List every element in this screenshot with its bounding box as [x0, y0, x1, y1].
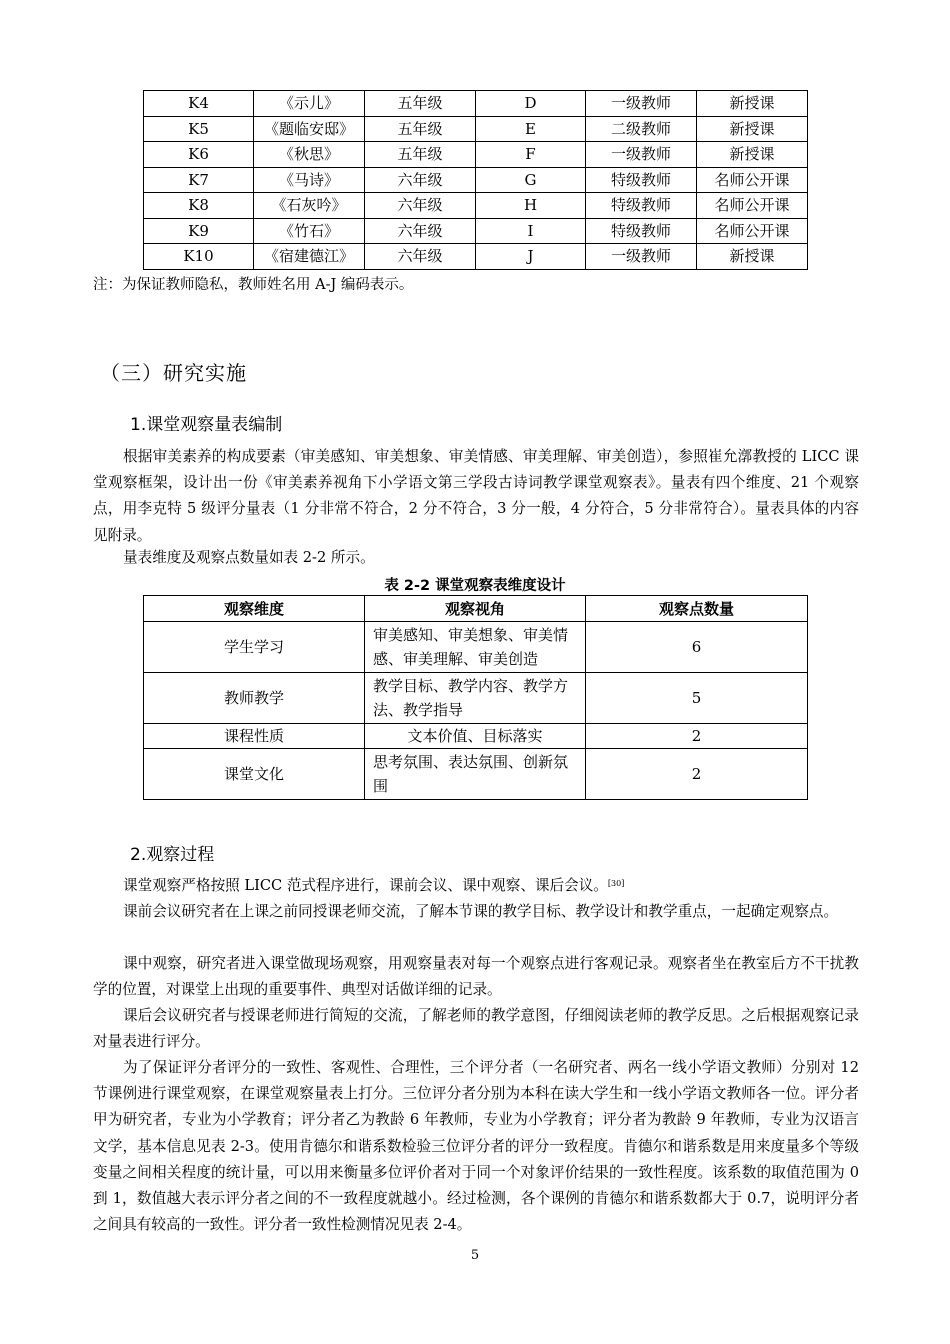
- table-cell: 六年级: [365, 218, 476, 244]
- table-row: [144, 142, 808, 168]
- table-cell: 文本价值、目标落实: [365, 724, 586, 749]
- table-cell: 特级教师: [586, 193, 697, 219]
- table-cell: 二级教师: [586, 116, 697, 142]
- table-cell: 六年级: [365, 244, 476, 270]
- table-note: 注：为保证教师隐私，教师姓名用 A-J 编码表示。: [93, 277, 414, 293]
- table-cell: 思考氛围、表达氛围、创新氛围: [365, 749, 586, 800]
- table-cell: K7: [144, 167, 254, 193]
- header-dimension: 观察维度: [144, 596, 365, 622]
- table-row: [144, 116, 808, 142]
- paragraph-observation-process: [93, 873, 859, 899]
- table-cell: 课程性质: [144, 724, 365, 749]
- table-cell: 名师公开课: [697, 167, 808, 193]
- subsection-heading-2: 2.观察过程: [130, 845, 215, 865]
- table-cell: 教学目标、教学内容、教学方法、教学指导: [365, 673, 586, 724]
- table-cell: K10: [144, 244, 254, 270]
- table-cell: K4: [144, 91, 254, 117]
- table-cell: 《示儿》: [254, 91, 365, 117]
- table-row: [144, 91, 808, 117]
- table-cell: K8: [144, 193, 254, 219]
- page-number: 5: [470, 1248, 480, 1263]
- paragraph-post-meeting: 课后会议研究者与授课老师进行简短的交流，了解老师的教学意图，仔细阅读老师的教学反思。之后根据观察记录对量表进行评分。: [93, 1007, 859, 1051]
- paragraph-scale-design: 根据审美素养的构成要素（审美感知、审美想象、审美情感、审美理解、审美创造），参照崔允漷教授的 LICC 课堂观察框架，设计出一份《审美素养视角下小学语文第三学段古诗词教学课堂观察表》。量表有四个维度、21 个观察点，用李克特 5 级评分量表（1 分非常不符合，2 分不符合，3 分一般，4 分符合，5 分非常符合）。量表具体的内容见附录。: [93, 448, 859, 544]
- table-cell: 特级教师: [586, 218, 697, 244]
- table-cell: F: [476, 142, 586, 168]
- teacher-lesson-table: [143, 90, 808, 270]
- table-cell: 名师公开课: [697, 193, 808, 219]
- table-cell: 新授课: [697, 142, 808, 168]
- table-cell: K5: [144, 116, 254, 142]
- table-cell: 新授课: [697, 91, 808, 117]
- table-cell: 《宿建德江》: [254, 244, 365, 270]
- table-cell: 新授课: [697, 116, 808, 142]
- table-cell: 一级教师: [586, 91, 697, 117]
- table-cell: 2: [586, 749, 808, 800]
- table-cell: E: [476, 116, 586, 142]
- table-cell: 5: [586, 673, 808, 724]
- table-cell: K9: [144, 218, 254, 244]
- table-cell: 教师教学: [144, 673, 365, 724]
- table-cell: H: [476, 193, 586, 219]
- paragraph-in-class: 课中观察，研究者进入课堂做现场观察，用观察量表对每一个观察点进行客观记录。观察者坐在教室后方不干扰教学的位置，对课堂上出现的重要事件、典型对话做详细的记录。: [93, 955, 859, 999]
- table-cell: 学生学习: [144, 622, 365, 673]
- table-cell: 审美感知、审美想象、审美情感、审美理解、审美创造: [365, 622, 586, 673]
- table-cell: 一级教师: [586, 244, 697, 270]
- table-cell: 《马诗》: [254, 167, 365, 193]
- citation-ref: [30]: [607, 879, 625, 888]
- table-cell: 名师公开课: [697, 218, 808, 244]
- table-cell: 2: [586, 724, 808, 749]
- table-cell: 特级教师: [586, 167, 697, 193]
- table-cell: 六年级: [365, 167, 476, 193]
- table-cell: G: [476, 167, 586, 193]
- table-caption: 表 2-2 课堂观察表维度设计: [384, 578, 566, 594]
- table-cell: 《题临安邸》: [254, 116, 365, 142]
- table-cell: J: [476, 244, 586, 270]
- table-cell: 六年级: [365, 193, 476, 219]
- table-cell: 五年级: [365, 142, 476, 168]
- table-cell: 五年级: [365, 91, 476, 117]
- table-row: [144, 244, 808, 270]
- table-cell: 一级教师: [586, 142, 697, 168]
- table-row: [144, 218, 808, 244]
- table-row: [144, 193, 808, 219]
- table-cell: D: [476, 91, 586, 117]
- section-heading: （三）研究实施: [100, 361, 247, 385]
- paragraph-text: 课堂观察严格按照 LICC 范式程序进行，课前会议、课中观察、课后会议。: [123, 877, 608, 894]
- header-count: 观察点数量: [586, 596, 808, 622]
- table-cell: 新授课: [697, 244, 808, 270]
- observation-dimension-table: [143, 595, 808, 800]
- table-cell: K6: [144, 142, 254, 168]
- table-cell: 五年级: [365, 116, 476, 142]
- table-cell: 《竹石》: [254, 218, 365, 244]
- paragraph-table-ref: 量表维度及观察点数量如表 2-2 所示。: [123, 549, 375, 566]
- paragraph-rater-consistency: 为了保证评分者评分的一致性、客观性、合理性，三个评分者（一名研究者、两名一线小学语文教师）分别对 12 节课例进行课堂观察，在课堂观察量表上打分。三位评分者分别为本科在读大学生和一线小学语文教师各一位。评分者甲为研究者，专业为小学教育；评分者乙为教龄 6 年教师，专业为小学教育；评分者为教龄 9 年教师，专业为汉语言文学，基本信息见表 2-3。使用肯德尔和谐系数检验三位评分者的评分一致程度。肯德尔和谐系数是用来度量多个等级变量之间相关程度的统计量，可以用来衡量多位评价者对于同一个对象评价结果的一致性程度。该系数的取值范围为 0 到 1，数值越大表示评分者之间的不一致程度就越小。经过检测，各个课例的肯德尔和谐系数都大于 0.7，说明评分者之间具有较高的一致性。评分者一致性检测情况见表 2-4。: [93, 1059, 859, 1234]
- table-cell: 《石灰吟》: [254, 193, 365, 219]
- table-cell: I: [476, 218, 586, 244]
- table-row: [144, 167, 808, 193]
- paragraph-pre-meeting: 课前会议研究者在上课之前同授课老师交流，了解本节课的教学目标、教学设计和教学重点，一起确定观察点。: [123, 903, 839, 920]
- header-perspective: 观察视角: [365, 596, 586, 622]
- table-cell: 课堂文化: [144, 749, 365, 800]
- subsection-heading-1: 1.课堂观察量表编制: [130, 415, 283, 435]
- table-cell: 6: [586, 622, 808, 673]
- table-cell: 《秋思》: [254, 142, 365, 168]
